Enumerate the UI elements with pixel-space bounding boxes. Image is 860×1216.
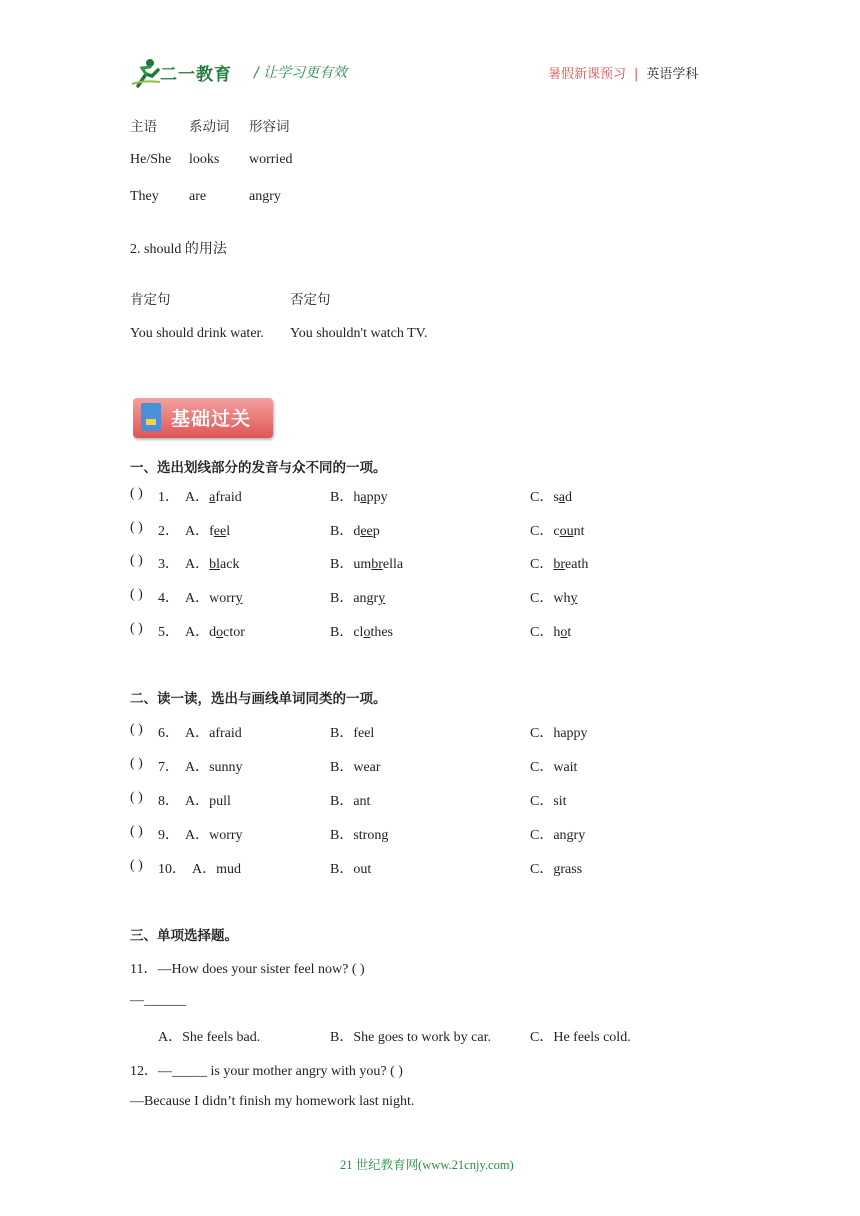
- answer-line-12: —Because I didn’t finish my homework last night.: [130, 1094, 415, 1109]
- underlined-letters: a: [209, 490, 216, 505]
- question-11: 11．—How does your sister feel now? ( ): [130, 962, 365, 977]
- word-part: worr: [209, 591, 236, 606]
- answer-blank: ( ): [130, 722, 143, 737]
- option-letter: B．: [330, 524, 354, 539]
- header-separator: |: [634, 67, 639, 82]
- should-title: 2. should 的用法: [130, 242, 227, 257]
- grammar-header-adjective: 形容词: [249, 119, 290, 135]
- header-right: [548, 63, 698, 82]
- question-row: [130, 756, 730, 776]
- grammar-cell: angry: [249, 189, 281, 204]
- option-b: B．feel: [330, 726, 375, 741]
- subject-label: 英语学科: [646, 67, 699, 82]
- word-part: ella: [382, 557, 404, 572]
- option-a: [185, 621, 245, 641]
- option-letter: C．: [530, 490, 554, 505]
- question-number: 8．: [158, 794, 179, 809]
- grammar-cell: He/She: [130, 152, 172, 167]
- answer-blank: ( ): [130, 824, 143, 839]
- section-1-title: 一、选出划线部分的发音与众不同的一项。: [130, 460, 387, 476]
- section-2-title: 二、读一读，选出与画线单词同类的一项。: [130, 691, 387, 707]
- question-number: 10．: [158, 862, 186, 877]
- option-c: C．wait: [530, 760, 578, 775]
- book-icon: [141, 403, 161, 431]
- option-letter: B．: [330, 625, 354, 640]
- question-number: 2．: [158, 524, 179, 539]
- answer-blank: ( ): [130, 587, 143, 602]
- option-letter: C．: [530, 591, 554, 606]
- option-letter: C．: [530, 524, 554, 539]
- underlined-letters: br: [553, 557, 566, 572]
- option-a: A．afraid: [185, 726, 242, 741]
- question-row: [130, 824, 730, 844]
- answer-blank: ( ): [130, 858, 143, 873]
- word-part: d: [209, 625, 217, 640]
- option-c: [530, 520, 584, 540]
- underlined-letters: y: [570, 591, 578, 606]
- option-a: A．worry: [185, 828, 243, 843]
- word-part: d: [353, 524, 361, 539]
- option-a: [185, 486, 242, 506]
- option-letter: B．: [330, 490, 354, 505]
- runner-icon: [130, 56, 164, 90]
- option-c: C．grass: [530, 862, 583, 877]
- option-b: [330, 621, 393, 641]
- word-part: s: [553, 490, 559, 505]
- grammar-cell: They: [130, 189, 159, 204]
- underlined-letters: a: [558, 490, 566, 505]
- question-12: 12．—_____ is your mother angry with you? ( ): [130, 1064, 403, 1079]
- option-b: B．wear: [330, 760, 381, 775]
- option-c: C．sit: [530, 794, 567, 809]
- question-row: [130, 858, 730, 878]
- answer-blank: ( ): [130, 520, 143, 535]
- should-example-affirmative: You should drink water.: [130, 326, 264, 341]
- footer: 21 世纪教育网(www.21cnjy.com): [340, 1158, 514, 1172]
- section-3-title: 三、单项选择题。: [130, 928, 238, 944]
- should-header-negative: 否定句: [290, 292, 331, 308]
- option-a: [185, 587, 243, 607]
- grammar-cell: looks: [189, 152, 220, 167]
- underlined-letters: y: [378, 591, 386, 606]
- banner-text: 基础过关: [171, 408, 252, 430]
- option-letter: A．: [185, 625, 210, 640]
- question-number: 5．: [158, 625, 179, 640]
- underlined-letters: a: [360, 490, 367, 505]
- underlined-letters: bl: [209, 557, 221, 572]
- option-c: C．happy: [530, 726, 588, 741]
- underlined-letters: y: [235, 591, 243, 606]
- word-part: c: [553, 524, 560, 539]
- word-part: fraid: [215, 490, 242, 505]
- option-a: [185, 520, 230, 540]
- should-header-affirmative: 肯定句: [130, 292, 171, 308]
- underlined-letters: o: [216, 625, 224, 640]
- word-part: wh: [553, 591, 571, 606]
- question-row: [130, 520, 730, 540]
- logo-text: 二一教育: [160, 65, 232, 85]
- option-letter: A．: [185, 591, 210, 606]
- option-c: C．He feels cold.: [530, 1030, 631, 1045]
- question-number: 1．: [158, 490, 179, 505]
- option-letter: B．: [330, 591, 354, 606]
- option-b: B．She goes to work by car.: [330, 1030, 491, 1045]
- question-number: 6．: [158, 726, 179, 741]
- option-letter: B．: [330, 557, 354, 572]
- word-part: d: [565, 490, 573, 505]
- answer-blank: ( ): [130, 790, 143, 805]
- underlined-letters: o: [560, 625, 568, 640]
- option-letter: A．: [185, 490, 210, 505]
- option-letter: A．: [185, 557, 210, 572]
- option-letter: A．: [185, 524, 210, 539]
- grammar-cell: are: [189, 189, 207, 204]
- answer-blank: ( ): [130, 553, 143, 568]
- word-part: cl: [353, 625, 364, 640]
- grammar-header-linking-verb: 系动词: [189, 119, 230, 135]
- question-row: [130, 587, 730, 607]
- option-a: [185, 553, 239, 573]
- word-part: eath: [565, 557, 589, 572]
- preview-label: 暑假新课预习: [548, 67, 627, 82]
- underlined-letters: br: [371, 557, 383, 572]
- word-part: thes: [370, 625, 394, 640]
- option-a: A．pull: [185, 794, 231, 809]
- option-b: [330, 520, 380, 540]
- word-part: t: [567, 625, 572, 640]
- option-b: [330, 553, 403, 573]
- question-number: 7．: [158, 760, 179, 775]
- word-part: p: [372, 524, 380, 539]
- option-a: A．sunny: [185, 760, 243, 775]
- question-row: [130, 486, 730, 506]
- option-c: [530, 621, 571, 641]
- question-row: [130, 722, 730, 742]
- option-c: [530, 587, 577, 607]
- option-c: [530, 553, 588, 573]
- answer-blank: ( ): [130, 621, 143, 636]
- word-part: ppy: [366, 490, 388, 505]
- option-b: B．out: [330, 862, 372, 877]
- question-number: 3．: [158, 557, 179, 572]
- logo: [130, 56, 242, 90]
- underlined-letters: ee: [213, 524, 227, 539]
- word-part: h: [553, 625, 561, 640]
- answer-blank: ( ): [130, 756, 143, 771]
- underlined-letters: ou: [559, 524, 574, 539]
- question-row: [130, 790, 730, 810]
- word-part: um: [353, 557, 372, 572]
- grammar-header-subject: 主语: [130, 119, 157, 135]
- grammar-cell: worried: [249, 152, 293, 167]
- option-letter: C．: [530, 557, 554, 572]
- word-part: f: [209, 524, 214, 539]
- option-b: [330, 587, 385, 607]
- question-number: 4．: [158, 591, 179, 606]
- section-banner: [133, 398, 273, 438]
- option-c: [530, 486, 572, 506]
- should-example-negative: You shouldn't watch TV.: [290, 326, 428, 341]
- option-c: C．angry: [530, 828, 586, 843]
- option-a: A．She feels bad.: [158, 1030, 261, 1045]
- option-b: B．strong: [330, 828, 389, 843]
- word-part: angr: [353, 591, 379, 606]
- answer-blank: ( ): [130, 486, 143, 501]
- question-row: [130, 553, 730, 573]
- question-row: [130, 621, 730, 641]
- question-number: 9．: [158, 828, 179, 843]
- slogan: / 让学习更有效: [254, 65, 348, 81]
- option-letter: C．: [530, 625, 554, 640]
- word-part: nt: [573, 524, 585, 539]
- word-part: ctor: [223, 625, 245, 640]
- answer-line-11: —______: [130, 993, 186, 1008]
- word-part: h: [353, 490, 361, 505]
- word-part: ack: [220, 557, 240, 572]
- underlined-letters: o: [363, 625, 371, 640]
- option-b: [330, 486, 388, 506]
- option-b: B．ant: [330, 794, 371, 809]
- option-a: A．mud: [192, 862, 241, 877]
- underlined-letters: ee: [360, 524, 373, 539]
- word-part: l: [226, 524, 231, 539]
